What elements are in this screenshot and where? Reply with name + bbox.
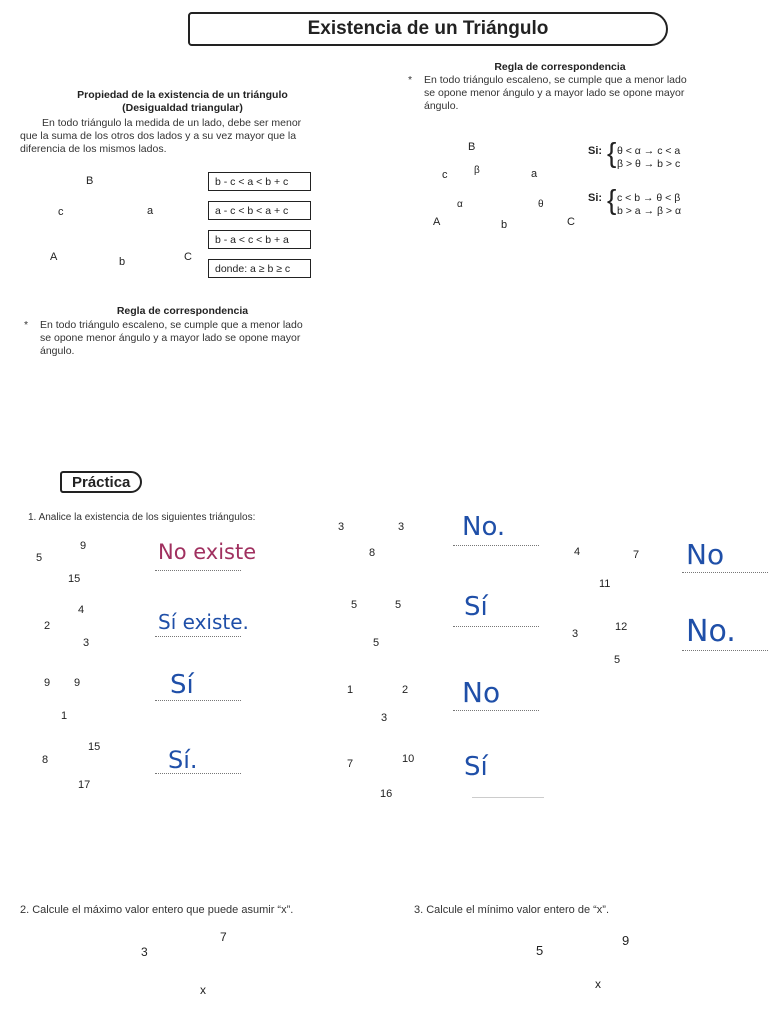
answer-line-6 [453,626,539,627]
rule-left-line-2: se opone menor ángulo y a mayor lado se opone mayor [40,332,301,344]
t3-side-1: 9 [44,677,51,689]
rule-right-line-1: En todo triángulo escaleno, se cumple que a menor lado [424,74,687,86]
answer-4: Sí. [168,746,198,774]
right-side-b: b [501,219,508,231]
right-vertex-C: C [567,216,575,228]
right-side-a: a [531,168,538,180]
si2-line-1: c < b → θ < β [617,192,681,204]
answer-7: No [462,676,501,709]
answer-1: No existe [158,540,257,564]
answer-line-5 [453,545,539,546]
brace-icon-2: { [607,184,617,215]
page-title: Existencia de un Triángulo [307,18,549,39]
t7-side-2: 2 [402,684,409,696]
triangle-10 [573,610,654,658]
answer-line-4 [155,773,241,774]
q3-side-x: x [595,977,601,991]
si1-line-2: β > θ → b > c [617,158,681,170]
right-side-c: c [442,169,448,181]
angle-alpha: α [457,199,463,210]
t8-side-2: 10 [402,753,415,765]
side-a: a [147,205,154,217]
t7-side-1: 1 [347,684,354,696]
t3-side-3: 1 [61,710,68,722]
question-2: 2. Calcule el máximo valor entero que puede asumir “x”. [20,904,294,916]
title-box [188,12,668,46]
brace-icon-1: { [607,137,617,168]
vertex-B: B [86,175,94,187]
right-vertex-B: B [468,141,476,153]
rule-bullet-right: * [408,74,413,86]
t10-side-3: 5 [614,654,621,666]
t2-side-1: 2 [44,620,51,632]
t7-side-3: 3 [381,712,388,724]
answer-line-2 [155,636,241,637]
t2-side-3: 3 [83,637,90,649]
answer-8: Sí [464,752,488,782]
answer-line-3 [155,700,241,701]
triangle-9 [574,543,657,581]
vertex-A: A [50,251,58,263]
answer-line-7 [453,710,539,711]
answer-line-1 [155,570,241,571]
triangle-8 [358,752,432,784]
practica-label [60,471,142,493]
rule-heading-left: Regla de correspondencia [116,305,249,317]
q2-side-7: 7 [220,930,227,944]
t10-side-1: 3 [572,628,579,640]
t4-side-1: 8 [42,754,49,766]
property-heading: Propiedad de la existencia de un triángulo [77,89,288,101]
rule-left-line-3: ángulo. [40,345,75,357]
answer-10: No. [686,614,736,649]
answer-5: No. [462,512,506,542]
t8-side-1: 7 [347,758,354,770]
t9-side-3: 11 [599,578,611,590]
side-b: b [119,256,126,268]
check-icon-2 [322,198,336,213]
q2-triangle [154,927,276,982]
t3-side-2: 9 [74,677,81,689]
si-label-1: Si: [588,145,603,157]
answer-6: Sí [464,592,488,622]
rule-right-line-3: ángulo. [424,100,459,112]
question-3: 3. Calcule el mínimo valor entero de “x”. [414,904,610,916]
property-line-2: que la suma de los otros dos lados y a su vez mayor que la [20,130,297,142]
t8-side-3: 16 [380,788,393,800]
t1-side-1: 5 [36,552,43,564]
answer-9: No [686,538,725,571]
side-c: c [58,206,64,218]
check-icon-3 [322,225,342,242]
formula-2: a - c < b < a + c [208,201,311,220]
t6-side-1: 5 [351,599,358,611]
formula-3: b - a < c < b + a [208,230,311,249]
t4-side-2: 15 [88,741,101,753]
answer-2: Sí existe. [158,610,249,634]
formula-note: donde: a ≥ b ≥ c [208,259,311,278]
t4-side-3: 17 [78,779,91,791]
q3-side-5: 5 [536,943,544,958]
property-subheading: (Desigualdad triangular) [122,102,243,114]
property-line-1: En todo triángulo la medida de un lado, debe ser menor [42,117,302,129]
si2-line-2: b > a → β > α [617,205,682,217]
t6-side-3: 5 [373,637,380,649]
t2-side-2: 4 [78,604,85,616]
t10-side-2: 12 [615,621,628,633]
t5-side-1: 3 [338,521,345,533]
right-vertex-A: A [433,216,441,228]
property-line-3: diferencia de los mismos lados. [20,143,167,155]
triangle-7 [349,676,420,708]
vertex-C: C [184,251,192,263]
rule-heading-right: Regla de correspondencia [494,61,626,73]
t1-side-3: 15 [68,573,81,585]
q3-triangle [548,928,655,978]
answer-line-10 [682,650,768,651]
q2-side-3: 3 [141,945,148,959]
answer-line-8 [472,797,544,798]
rule-right-line-2: se opone menor ángulo y a mayor lado se opone mayor [424,87,685,99]
answer-3: Sí [170,670,194,700]
rule-left-line-1: En todo triángulo escaleno, se cumple que a menor lado [40,319,303,331]
rule-bullet-left: * [24,319,29,331]
check-icon-1 [322,165,344,188]
question-1: 1. Analice la existencia de los siguientes triángulos: [28,512,256,523]
si1-line-1: θ < α → c < a [617,145,681,157]
answer-line-9 [682,572,768,573]
q2-side-x: x [200,983,206,997]
angle-beta: β [474,165,480,176]
q3-side-9: 9 [622,933,630,948]
t6-side-2: 5 [395,599,402,611]
triangle-3 [55,660,76,707]
practica-text: Práctica [72,473,131,491]
t5-side-3: 8 [369,547,376,559]
t1-side-2: 9 [80,540,87,552]
t9-side-1: 4 [574,546,581,558]
t9-side-2: 7 [633,549,640,561]
si-label-2: Si: [588,192,603,204]
angle-theta: θ [538,199,544,210]
t5-side-2: 3 [398,521,405,533]
formula-1: b - c < a < b + c [208,172,311,191]
